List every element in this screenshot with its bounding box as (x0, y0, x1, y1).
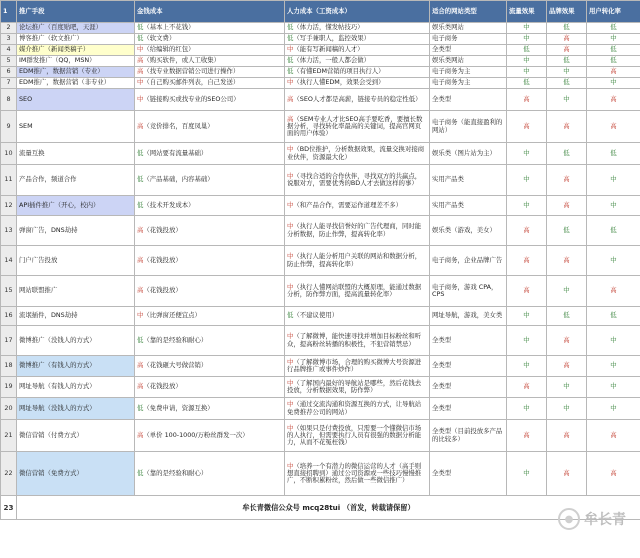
table-row (1, 56, 640, 67)
labor-cost-cell: 低（不建议使用） (285, 307, 430, 326)
brand-cell: 低 (547, 56, 587, 67)
level-marker: 低 (137, 23, 144, 32)
traffic-cell: 低 (507, 78, 547, 89)
row-number-cell: 10 (1, 143, 17, 165)
table-row (1, 143, 640, 165)
money-cost-cell: 中（给编辑的红包） (135, 45, 285, 56)
site-type-cell: 实用产品类 (430, 196, 507, 216)
level-marker: 低 (137, 200, 144, 209)
conversion-cell: 中 (587, 165, 640, 196)
brand-cell: 低 (547, 143, 587, 165)
level-marker: 低 (287, 67, 294, 76)
traffic-cell: 高 (507, 246, 547, 276)
conversion-cell: 高 (587, 276, 640, 307)
traffic-cell: 中 (507, 56, 547, 67)
traffic-cell: 高 (507, 216, 547, 246)
conversion-cell: 高 (587, 111, 640, 143)
money-cost-cell: 低（网站要有流量基础） (135, 143, 285, 165)
brand-cell: 高 (547, 34, 587, 45)
table-row (1, 89, 640, 111)
labor-cost-cell: 中（BD位推护，分析数据效果，流量交换对接商业伙伴，资源最大化） (285, 143, 430, 165)
conversion-cell: 低 (587, 216, 640, 246)
level-marker: 中 (287, 400, 294, 409)
money-cost-cell: 高（竞价排名，百度凤巢） (135, 111, 285, 143)
labor-cost-cell: 中（了解国内最好的导航站是哪些，然后花钱去投放，分析数据效果，防作弊） (285, 377, 430, 398)
level-marker: 高 (287, 94, 294, 103)
labor-cost-cell: 中（和产品合作，需要运作道理差不多） (285, 196, 430, 216)
money-cost-cell: 高（花钱投放） (135, 216, 285, 246)
header-brand: 品牌效果 (547, 1, 587, 23)
conversion-cell: 中 (587, 377, 640, 398)
channel-cell: 博客推广（软文推广） (17, 34, 135, 45)
footer-row (1, 496, 640, 520)
header-money-cost: 金钱成本 (135, 1, 285, 23)
money-cost-cell: 高（花钱投放） (135, 246, 285, 276)
traffic-cell: 高 (507, 111, 547, 143)
money-cost-cell: 低（产品基础，内容基础） (135, 165, 285, 196)
level-marker: 中 (287, 357, 294, 366)
labor-cost-cell: 低（写手兼职人，监控效果） (285, 34, 430, 45)
row-number-cell: 14 (1, 246, 17, 276)
traffic-cell: 中 (507, 23, 547, 34)
level-marker: 中 (137, 78, 144, 87)
channel-cell: 网址导航（没钱人的方式） (17, 398, 135, 420)
conversion-cell: 中 (587, 246, 640, 276)
header-traffic: 流量效果 (507, 1, 547, 23)
channel-cell: 产品合作，频道合作 (17, 165, 135, 196)
channel-cell: 网站联盟推广 (17, 276, 135, 307)
level-marker: 高 (137, 361, 144, 370)
channel-cell: 微信营销（免费方式） (17, 452, 135, 496)
site-type-cell: 实用产品类 (430, 165, 507, 196)
labor-cost-cell: 中（培养一个有潜力的微信运营的人才（高手则想直接招聘到）通过公司资源或一些技巧慢慢推广，不断积累粉丝，然后做一些微信推广） (285, 452, 430, 496)
brand-cell: 高 (547, 452, 587, 496)
level-marker: 中 (287, 222, 294, 231)
header-conversion: 用户转化率 (587, 1, 640, 23)
brand-cell: 高 (547, 326, 587, 356)
level-marker: 中 (287, 423, 294, 432)
level-marker: 中 (287, 332, 294, 341)
row-number-cell: 8 (1, 89, 17, 111)
row-number-cell: 17 (1, 326, 17, 356)
channel-cell: API插件推广（开心，校内） (17, 196, 135, 216)
brand-cell: 高 (547, 111, 587, 143)
brand-cell: 高 (547, 420, 587, 452)
row-number-cell: 15 (1, 276, 17, 307)
table-row (1, 165, 640, 196)
traffic-cell: 中 (507, 196, 547, 216)
brand-cell: 低 (547, 216, 587, 246)
table-row (1, 23, 640, 34)
row-number-cell: 6 (1, 67, 17, 78)
row-number-cell: 7 (1, 78, 17, 89)
row-number-cell: 21 (1, 420, 17, 452)
money-cost-cell: 低（靠的是经验和耐心） (135, 452, 285, 496)
labor-cost-cell: 中（执行人能寻找信誉好的广告代理商，同时能分析数据，防止作弊，提高转化率） (285, 216, 430, 246)
table-row (1, 326, 640, 356)
level-marker: 中 (287, 45, 294, 54)
channel-cell: 流量互换 (17, 143, 135, 165)
conversion-cell: 低 (587, 23, 640, 34)
traffic-cell: 高 (507, 89, 547, 111)
table-row (1, 420, 640, 452)
table-row (1, 67, 640, 78)
site-type-cell: 全类型（目前投放多产品的比较多） (430, 420, 507, 452)
brand-cell: 低 (547, 23, 587, 34)
brand-cell: 中 (547, 377, 587, 398)
brand-cell: 低 (547, 307, 587, 326)
channel-cell: IM群发推广（QQ，MSN） (17, 56, 135, 67)
money-cost-cell: 低（软文费） (135, 34, 285, 45)
money-cost-cell: 低（靠的是经验和耐心） (135, 326, 285, 356)
level-marker: 中 (137, 94, 144, 103)
money-cost-cell: 低（技术开发成本） (135, 196, 285, 216)
traffic-cell: 高 (507, 420, 547, 452)
money-cost-cell: 中（链接购买或找专业的SEO公司） (135, 89, 285, 111)
conversion-cell: 高 (587, 67, 640, 78)
level-marker: 中 (287, 78, 294, 87)
channel-cell: 门户广告投放 (17, 246, 135, 276)
row-number-cell: 18 (1, 356, 17, 377)
level-marker: 高 (137, 67, 144, 76)
level-marker: 低 (137, 468, 144, 477)
channel-cell: 微博推广（有钱人的方式） (17, 356, 135, 377)
conversion-cell: 中 (587, 326, 640, 356)
site-type-cell: 娱乐类（游戏，美女） (430, 216, 507, 246)
row-number-cell: 11 (1, 165, 17, 196)
labor-cost-cell: 中（通过交流沟通和资源互换的方式，让导航站免费推荐公司的网站） (285, 398, 430, 420)
level-marker: 低 (137, 403, 144, 412)
conversion-cell: 中 (587, 356, 640, 377)
traffic-cell: 高 (507, 377, 547, 398)
labor-cost-cell: 中（如果只是付费投放，只需要一个懂微信市场的人执行，但需要执行人员有很强的数据分析能力，从而不花冤枉钱） (285, 420, 430, 452)
brand-cell: 高 (547, 165, 587, 196)
labor-cost-cell: 中（能有写新闻稿的人才） (285, 45, 430, 56)
level-marker: 低 (137, 175, 144, 184)
brand-cell: 中 (547, 398, 587, 420)
site-type-cell: 全类型 (430, 45, 507, 56)
labor-cost-cell: 高（SEO人才都是高薪，链接专员的稳定性低） (285, 89, 430, 111)
wechat-icon: ● (558, 508, 580, 530)
money-cost-cell: 高（花钱砸大号做营销） (135, 356, 285, 377)
conversion-cell: 中 (587, 78, 640, 89)
table-row (1, 246, 640, 276)
money-cost-cell: 低（免费申请，资源互换） (135, 398, 285, 420)
row-number-cell: 5 (1, 56, 17, 67)
site-type-cell: 娱乐类（图片站为主） (430, 143, 507, 165)
level-marker: 低 (137, 148, 144, 157)
row-number-cell: 19 (1, 377, 17, 398)
row-number-cell: 22 (1, 452, 17, 496)
level-marker: 中 (287, 252, 294, 261)
traffic-cell: 中 (507, 307, 547, 326)
money-cost-cell: 中（自己购买邮件列表，自己发送） (135, 78, 285, 89)
money-cost-cell: 高（花钱投放） (135, 377, 285, 398)
table-row (1, 78, 640, 89)
labor-cost-cell: 低（体力活，懂发帖技巧） (285, 23, 430, 34)
channel-cell: EDM推广，数据营销（专业） (17, 67, 135, 78)
table-row (1, 398, 640, 420)
site-type-cell: 全类型 (430, 452, 507, 496)
level-marker: 高 (137, 430, 144, 439)
row-number-cell: 3 (1, 34, 17, 45)
labor-cost-cell: 低（体力活，一般人都会做） (285, 56, 430, 67)
brand-cell: 中 (547, 89, 587, 111)
level-marker: 高 (137, 382, 144, 391)
channel-cell: EDM推广，数据营销（非专业） (17, 78, 135, 89)
site-type-cell: 电子商务（能直接盈利的网站） (430, 111, 507, 143)
money-cost-cell: 高（花钱投放） (135, 276, 285, 307)
site-type-cell: 电子商务 (430, 34, 507, 45)
site-type-cell: 全类型 (430, 398, 507, 420)
channel-cell: 弹窗广告，DNS劫持 (17, 216, 135, 246)
site-type-cell: 全类型 (430, 326, 507, 356)
conversion-cell: 低 (587, 45, 640, 56)
row-number-cell: 16 (1, 307, 17, 326)
row-number-cell: 12 (1, 196, 17, 216)
traffic-cell: 中 (507, 165, 547, 196)
conversion-cell: 低 (587, 307, 640, 326)
level-marker: 高 (137, 56, 144, 65)
level-marker: 高 (287, 114, 294, 123)
labor-cost-cell: 中（寻找合适的合作伙伴，寻找双方的共赢点，说服对方，需要优秀的BD人才去做这样的事） (285, 165, 430, 196)
level-marker: 中 (287, 461, 294, 470)
conversion-cell: 高 (587, 452, 640, 496)
money-cost-cell: 高（找专业数据营销公司进行操作） (135, 67, 285, 78)
channel-cell: 媒介推广（新闻类稿子） (17, 45, 135, 56)
site-type-cell: 电子商务为主 (430, 67, 507, 78)
level-marker: 中 (287, 200, 294, 209)
traffic-cell: 中 (507, 143, 547, 165)
money-cost-cell: 低（基本上不花钱） (135, 23, 285, 34)
labor-cost-cell: 中（执行人懂网站联盟的大概原理，能通过数据分析，防作弊方面，提高流量转化率） (285, 276, 430, 307)
brand-cell: 高 (547, 196, 587, 216)
level-marker: 高 (137, 286, 144, 295)
channel-cell: SEO (17, 89, 135, 111)
money-cost-cell: 中（比弹窗还便宜点） (135, 307, 285, 326)
conversion-cell: 低 (587, 143, 640, 165)
row-number-cell: 23 (1, 496, 17, 520)
site-type-cell: 电子商务为主 (430, 78, 507, 89)
table-body (1, 23, 640, 520)
level-marker: 低 (287, 311, 294, 320)
conversion-cell: 中 (587, 398, 640, 420)
traffic-cell: 中 (507, 326, 547, 356)
traffic-cell: 中 (507, 356, 547, 377)
table-row (1, 216, 640, 246)
header-channel: 推广手段 (17, 1, 135, 23)
table-row (1, 452, 640, 496)
level-marker: 中 (287, 145, 294, 154)
header-row (1, 1, 640, 23)
row-number-cell: 13 (1, 216, 17, 246)
table-row (1, 45, 640, 56)
labor-cost-cell: 中（执行人懂EDM，效果会受到） (285, 78, 430, 89)
conversion-cell: 中 (587, 34, 640, 45)
brand-cell: 低 (547, 78, 587, 89)
channel-cell: 论坛推广（百度贴吧，天涯） (17, 23, 135, 34)
level-marker: 低 (287, 23, 294, 32)
brand-cell: 中 (547, 67, 587, 78)
channel-cell: 微博推广（没钱人的方式） (17, 326, 135, 356)
site-type-cell: 娱乐类网站 (430, 23, 507, 34)
site-type-cell: 电子商务，企业品牌广告 (430, 246, 507, 276)
conversion-cell: 低 (587, 56, 640, 67)
labor-cost-cell: 中（了解微博，能快速寻找并增加目标粉丝和听众，提高粉丝转播的积极性，不犯营销禁忌） (285, 326, 430, 356)
brand-cell: 中 (547, 276, 587, 307)
labor-cost-cell: 高（SEM专业人才比SEO高手要吃香，要擅长数据分析，寻找转化率最高的关键词，提高官网页面的用户体验） (285, 111, 430, 143)
site-type-cell: 全类型 (430, 377, 507, 398)
header-labor-cost: 人力成本（工资成本） (285, 1, 430, 23)
conversion-cell: 高 (587, 89, 640, 111)
traffic-cell: 高 (507, 276, 547, 307)
watermark-text: 牟长青 (584, 512, 626, 528)
table-row (1, 34, 640, 45)
traffic-cell: 低 (507, 45, 547, 56)
conversion-cell: 中 (587, 196, 640, 216)
channel-cell: 微信营销（付费方式） (17, 420, 135, 452)
level-marker: 高 (137, 225, 144, 234)
table-row (1, 276, 640, 307)
header-site-type: 适合的网站类型 (430, 1, 507, 23)
row-number-cell: 4 (1, 45, 17, 56)
table-row (1, 356, 640, 377)
brand-cell: 高 (547, 356, 587, 377)
level-marker: 低 (287, 56, 294, 65)
level-marker: 低 (137, 34, 144, 43)
site-type-cell: 全类型 (430, 89, 507, 111)
labor-cost-cell: 中（执行人能分析用户关联的网站和数据分析，防止作弊，提高转化率） (285, 246, 430, 276)
site-type-cell: 电子商务，游戏 CPA，CPS (430, 276, 507, 307)
table-row (1, 377, 640, 398)
level-marker: 低 (137, 335, 144, 344)
table-row (1, 111, 640, 143)
labor-cost-cell: 中（了解微博市场，合理的购买微博大号资源进行品牌推广或事件炒作） (285, 356, 430, 377)
footer-text: 牟长青微信公众号 mcq28tui （首发，转载请保留） (17, 496, 640, 520)
row-number-cell: 20 (1, 398, 17, 420)
labor-cost-cell: 低（有懂EDM营销的项目执行人） (285, 67, 430, 78)
watermark (558, 508, 626, 530)
level-marker: 高 (137, 255, 144, 264)
site-type-cell: 娱乐类网站 (430, 56, 507, 67)
site-type-cell: 网址导航，游戏，美女类 (430, 307, 507, 326)
row-number-cell: 9 (1, 111, 17, 143)
level-marker: 中 (287, 171, 294, 180)
traffic-cell: 中 (507, 452, 547, 496)
traffic-cell: 中 (507, 67, 547, 78)
level-marker: 中 (137, 45, 144, 54)
channel-cell: SEM (17, 111, 135, 143)
table-row (1, 307, 640, 326)
level-marker: 中 (137, 311, 144, 320)
money-cost-cell: 高（购买软件，或人工收集） (135, 56, 285, 67)
channel-cell: 流氓插件，DNS劫持 (17, 307, 135, 326)
traffic-cell: 中 (507, 398, 547, 420)
row-number-cell: 2 (1, 23, 17, 34)
brand-cell: 高 (547, 45, 587, 56)
channel-cell: 网址导航（有钱人的方式） (17, 377, 135, 398)
level-marker: 中 (287, 282, 294, 291)
money-cost-cell: 高（单价 100-1000/万粉丝群发一次） (135, 420, 285, 452)
level-marker: 中 (287, 378, 294, 387)
row-number-cell: 1 (1, 1, 17, 23)
traffic-cell: 中 (507, 34, 547, 45)
level-marker: 低 (287, 34, 294, 43)
brand-cell: 高 (547, 246, 587, 276)
site-type-cell: 全类型 (430, 356, 507, 377)
conversion-cell: 高 (587, 420, 640, 452)
table-row (1, 196, 640, 216)
level-marker: 高 (137, 121, 144, 130)
